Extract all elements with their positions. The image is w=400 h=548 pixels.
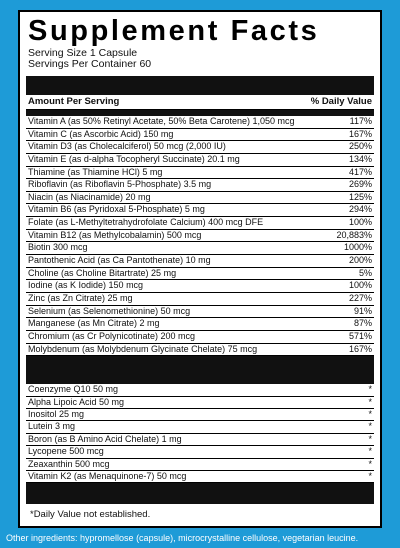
daily-value: 91% xyxy=(353,305,372,316)
serving-size: Serving Size 1 Capsule xyxy=(28,47,138,59)
daily-value: 20,883% xyxy=(336,229,372,240)
daily-value: * xyxy=(368,446,372,457)
nutrient-name: Lutein 3 mg xyxy=(28,421,76,432)
daily-value: 87% xyxy=(353,318,372,329)
daily-value: 571% xyxy=(348,330,372,341)
daily-value: 167% xyxy=(348,128,372,139)
nutrient-name: Vitamin B6 (as Pyridoxal 5-Phosphate) 5 mg xyxy=(28,204,205,215)
other-nutrient-list xyxy=(26,384,374,483)
nutrient-name: Molybdenum (as Molybdenum Glycinate Chelate) 75 mcg xyxy=(28,343,258,354)
nutrient-name: Riboflavin (as Riboflavin 5-Phosphate) 3.5 mg xyxy=(28,179,212,190)
table-row xyxy=(26,318,374,331)
nutrient-name: Vitamin E (as d-alpha Tocopheryl Succinate) 20.1 mg xyxy=(28,153,240,164)
table-row xyxy=(26,242,374,255)
table-row xyxy=(26,306,374,319)
daily-value: * xyxy=(368,421,372,432)
table-row xyxy=(26,192,374,205)
nutrient-name: Inositol 25 mg xyxy=(28,408,85,419)
nutrient-name: Vitamin D3 (as Cholecalciferol) 50 mcg (2,000 IU) xyxy=(28,141,226,152)
daily-value: * xyxy=(368,458,372,469)
table-row xyxy=(26,293,374,306)
table-row xyxy=(26,459,374,471)
daily-value: * xyxy=(368,470,372,481)
daily-value: * xyxy=(368,384,372,395)
dv-header: % Daily Value xyxy=(310,96,372,107)
nutrient-name: Alpha Lipoic Acid 50 mg xyxy=(28,396,125,407)
table-row xyxy=(26,384,374,396)
table-row xyxy=(26,141,374,154)
daily-value: 125% xyxy=(348,191,372,202)
daily-value: 294% xyxy=(348,204,372,215)
table-row xyxy=(26,421,374,433)
daily-value: * xyxy=(368,433,372,444)
daily-value: 1000% xyxy=(343,242,372,253)
divider-bar xyxy=(26,356,374,384)
nutrient-name: Zeaxanthin 500 mcg xyxy=(28,458,110,469)
nutrient-name: Manganese (as Mn Citrate) 2 mg xyxy=(28,318,160,329)
other-ingredients: Other ingredients: hypromellose (capsule), microcrystalline cellulose, vegetarian leucine. xyxy=(6,533,359,543)
column-header xyxy=(26,95,374,110)
daily-value: 200% xyxy=(348,255,372,266)
nutrient-name: Choline (as Choline Bitartrate) 25 mg xyxy=(28,267,177,278)
daily-value: 100% xyxy=(348,280,372,291)
table-row xyxy=(26,179,374,192)
servings-per-container: Servings Per Container 60 xyxy=(28,58,152,70)
daily-value: 117% xyxy=(349,116,372,126)
table-row xyxy=(26,409,374,421)
nutrient-name: Boron (as B Amino Acid Chelate) 1 mg xyxy=(28,433,182,444)
daily-value: 167% xyxy=(348,343,372,354)
nutrient-name: Biotin 300 mcg xyxy=(28,242,88,253)
nutrient-name: Vitamin B12 (as Methylcobalamin) 500 mcg xyxy=(28,229,202,240)
table-row xyxy=(26,230,374,243)
amount-header: Amount Per Serving xyxy=(28,96,120,107)
divider-bar xyxy=(26,483,374,504)
table-row xyxy=(26,434,374,446)
table-row xyxy=(26,204,374,217)
nutrient-name: Vitamin K2 (as Menaquinone-7) 50 mcg xyxy=(28,470,187,481)
vitamin-list xyxy=(26,116,374,356)
nutrient-name: Pantothenic Acid (as Ca Pantothenate) 10 mg xyxy=(28,255,211,266)
table-row xyxy=(26,154,374,167)
nutrient-name: Lycopene 500 mcg xyxy=(28,446,104,457)
nutrient-name: Iodine (as K Iodide) 150 mcg xyxy=(28,280,144,291)
nutrient-name: Chromium (as Cr Polynicotinate) 200 mcg xyxy=(28,330,196,341)
daily-value: 417% xyxy=(348,166,372,177)
daily-value: 269% xyxy=(348,179,372,190)
nutrient-name: Folate (as L-Methyltetrahydrofolate Calcium) 400 mcg DFE xyxy=(28,217,264,228)
table-row xyxy=(26,268,374,281)
panel-title: Supplement Facts xyxy=(28,15,320,47)
table-row xyxy=(26,344,374,357)
table-row xyxy=(26,116,374,129)
table-row xyxy=(26,471,374,483)
daily-value: * xyxy=(368,396,372,407)
table-row xyxy=(26,167,374,180)
table-row xyxy=(26,255,374,268)
daily-value: 5% xyxy=(358,267,372,278)
table-row xyxy=(26,217,374,230)
nutrient-name: Vitamin C (as Ascorbic Acid) 150 mg xyxy=(28,128,174,139)
table-row xyxy=(26,397,374,409)
daily-value: 227% xyxy=(348,292,372,303)
supplement-facts-panel xyxy=(18,10,382,528)
nutrient-name: Selenium (as Selenomethionine) 50 mcg xyxy=(28,305,191,316)
nutrient-name: Niacin (as Niacinamide) 20 mg xyxy=(28,191,151,202)
table-row xyxy=(26,129,374,142)
table-row xyxy=(26,331,374,344)
daily-value: 250% xyxy=(348,141,372,152)
footnote: *Daily Value not established. xyxy=(30,509,151,521)
nutrient-name: Thiamine (as Thiamine HCl) 5 mg xyxy=(28,166,163,177)
daily-value: 100% xyxy=(348,217,372,228)
divider-bar xyxy=(26,76,374,95)
nutrient-name: Coenzyme Q10 50 mg xyxy=(28,384,119,395)
nutrient-name: Zinc (as Zn Citrate) 25 mg xyxy=(28,292,133,303)
daily-value: * xyxy=(368,408,372,419)
nutrient-name: Vitamin A (as 50% Retinyl Acetate, 50% Beta Carotene) 1,050 mcg xyxy=(28,116,295,126)
table-row xyxy=(26,280,374,293)
daily-value: 134% xyxy=(348,153,372,164)
table-row xyxy=(26,446,374,458)
